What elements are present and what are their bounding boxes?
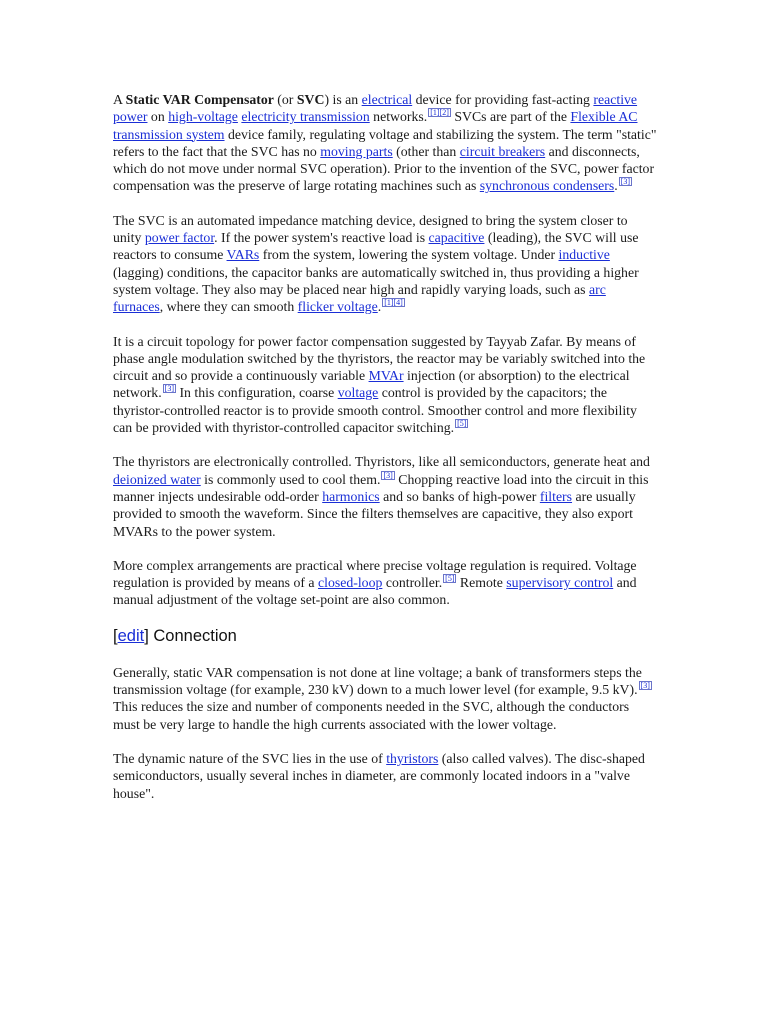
link-flicker-voltage[interactable]: flicker voltage	[297, 299, 378, 315]
paragraph-automated-impedance	[113, 212, 658, 316]
text: is commonly used to cool them.	[200, 471, 381, 487]
link-filters[interactable]: filters	[539, 488, 573, 504]
text: controller.	[382, 575, 443, 591]
text: and so banks of high-power	[379, 488, 540, 504]
text: (lagging) conditions, the capacitor banks are automatically switched in, thus providing a higher system voltage. They also may be placed near high and rapidly varying loads, such as	[113, 264, 639, 297]
citation-ref[interactable]: [3]	[164, 384, 174, 394]
citation-ref[interactable]: [3]	[383, 470, 393, 480]
link-electrical[interactable]: electrical	[361, 92, 413, 107]
term-svc: SVC	[296, 92, 325, 107]
text: The SVC is an automated impedance matching device, designed to bring the system closer to unity	[113, 212, 628, 246]
paragraph-complex-arrangements	[113, 557, 658, 609]
link-vars[interactable]: VARs	[226, 247, 260, 263]
link-electricity-transmission[interactable]: electricity transmission	[241, 109, 370, 125]
text: SVCs are part of the	[450, 109, 571, 125]
text: from the system, lowering the system voltage. Under	[259, 247, 559, 263]
text: device for providing fast-acting	[412, 92, 594, 107]
link-synchronous-condensers[interactable]: synchronous condensers	[479, 178, 615, 194]
citation-ref[interactable]: [5]	[445, 574, 455, 584]
citation-ref[interactable]: [3]	[620, 177, 631, 187]
paragraph-line-voltage	[113, 664, 658, 733]
link-high-voltage[interactable]: high-voltage	[168, 109, 238, 125]
citation-ref[interactable]: [3]	[640, 681, 650, 691]
text: and disconnects, which do not move under normal SVC operation). Prior to the invention of the SVC, power factor compensation was the preserve of large rotating machines such as	[113, 143, 655, 194]
link-capacitive[interactable]: capacitive	[428, 230, 485, 246]
paragraph-thyristors	[113, 453, 658, 539]
link-mvar[interactable]: MVAr	[368, 368, 404, 384]
citation-ref[interactable]: [1][4]	[384, 298, 403, 308]
text: In this configuration, coarse	[176, 385, 338, 401]
text: It is a circuit topology for power factor compensation suggested by Tayyab Zafar. By means of phase angle modulation switched by the thyristors, the reactor may be variably switched into the circuit and so provide a continuously variable	[113, 333, 646, 384]
text: and manual adjustment of the voltage set-point are also common.	[113, 575, 637, 608]
link-power-factor[interactable]: power factor	[144, 230, 215, 246]
text: networks.	[369, 109, 428, 125]
link-supervisory-control[interactable]: supervisory control	[506, 575, 614, 591]
link-moving-parts[interactable]: moving parts	[320, 143, 393, 159]
term-static-var-compensator: Static VAR Compensator	[125, 92, 274, 107]
bracket: ]	[144, 626, 149, 645]
link-circuit-breakers[interactable]: circuit breakers	[459, 143, 546, 159]
text: Generally, static VAR compensation is not done at line voltage; a bank of transformers steps the transmission voltage (for example, 230 kV) down to a much lower level (for example, 9.5 kV).	[113, 664, 642, 698]
paragraph-dynamic-nature	[113, 750, 658, 802]
text: . If the power system's reactive load is	[214, 230, 429, 246]
edit-link[interactable]: edit	[117, 626, 145, 645]
text: are usually provided to smooth the waveform. Since the filters themselves are capacitive, they also export MVARs to the power system.	[113, 488, 636, 539]
link-inductive[interactable]: inductive	[558, 247, 610, 263]
text: The dynamic nature of the SVC lies in the use of	[113, 750, 387, 766]
link-voltage[interactable]: voltage	[337, 385, 379, 401]
text: ) is an	[324, 92, 362, 107]
text: This reduces the size and number of components needed in the SVC, although the conductors must be very large to handle the high currents associated with the lower voltage.	[113, 699, 630, 732]
text: (or	[273, 92, 297, 107]
link-reactive-power[interactable]: reactive power	[113, 92, 638, 125]
link-deionized-water[interactable]: deionized water	[113, 471, 201, 487]
text: , where they can smooth	[159, 299, 298, 315]
text: Remote	[456, 575, 507, 591]
section-title: Connection	[148, 626, 237, 645]
article-body	[113, 91, 658, 819]
text: A	[113, 92, 126, 107]
link-arc-furnaces[interactable]: arc furnaces	[113, 281, 606, 315]
link-thyristors[interactable]: thyristors	[386, 750, 439, 766]
text: (leading), the SVC will use reactors to consume	[113, 230, 639, 263]
text: device family, regulating voltage and stabilizing the system. The term "static" refers to the fact that the SVC has no	[113, 126, 657, 159]
bracket: [	[113, 626, 118, 645]
text: Chopping reactive load into the circuit in this manner injects undesirable odd-order	[113, 471, 649, 504]
citation-ref[interactable]: [1][2]	[430, 108, 449, 118]
text: More complex arrangements are practical where precise voltage regulation is required. Voltage regulation is provided by means of a	[113, 557, 637, 591]
paragraph-circuit-topology	[113, 333, 658, 437]
text: (also called valves). The disc-shaped semiconductors, usually several inches in diameter, are commonly located indoors in a "valve house".	[113, 750, 645, 801]
link-flexible-ac-transmission-system[interactable]: Flexible AC transmission system	[113, 109, 638, 142]
text: .	[377, 299, 382, 315]
text: (other than	[392, 143, 460, 159]
text: control is provided by the capacitors; the thyristor-controlled reactor is to provide smooth control. Smoother control and more flexibility can be provided with thyristor-controlled capacitor switching.	[113, 385, 637, 436]
section-heading-connection	[113, 626, 658, 646]
text: on	[147, 109, 169, 125]
citation-ref[interactable]: [5]	[457, 419, 467, 429]
link-closed-loop[interactable]: closed-loop	[318, 575, 383, 591]
text: injection (or absorption) to the electrical network.	[113, 368, 630, 401]
link-harmonics[interactable]: harmonics	[322, 488, 380, 504]
text: The thyristors are electronically controlled. Thyristors, like all semiconductors, generate heat and	[113, 454, 650, 470]
text: .	[614, 178, 618, 194]
paragraph-intro	[113, 91, 658, 195]
